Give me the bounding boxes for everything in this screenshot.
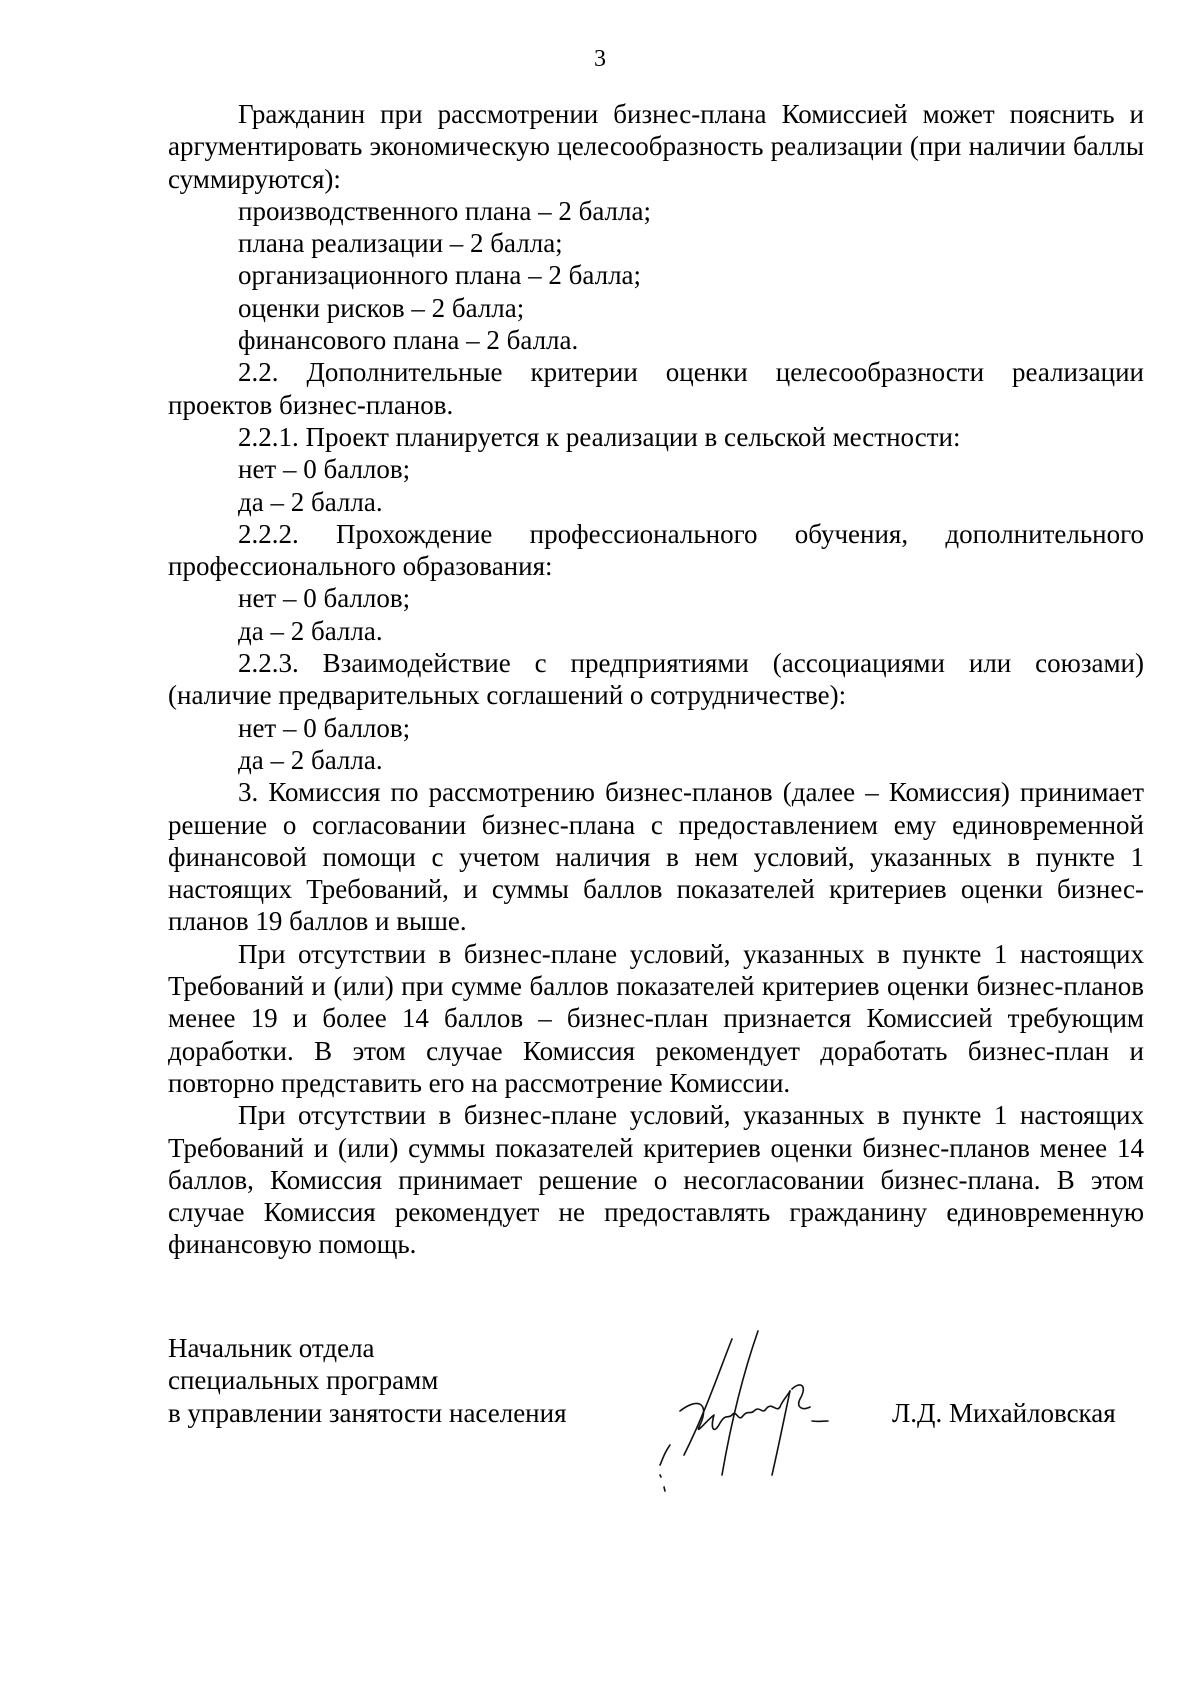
list-item: организационного плана – 2 балла; [238, 260, 642, 291]
page-number: 3 [594, 46, 606, 72]
signatory-name: Л.Д. Михайловская [892, 1398, 1116, 1428]
list-item: плана реализации – 2 балла; [238, 228, 563, 259]
list-item: финансового плана – 2 балла. [238, 325, 579, 356]
list-item: нет – 0 баллов; [238, 583, 411, 614]
section-2-2-1: 2.2.1. Проект планируется к реализации в сельской местности: [238, 421, 961, 452]
list-item: нет – 0 баллов; [238, 454, 411, 485]
signatory-title-line: Начальник отдела [168, 1333, 375, 1363]
signatory-title [168, 1332, 567, 1429]
document-body [168, 98, 1144, 1261]
section-2-2-3: 2.2.3. Взаимодействие с предприятиями (ассоциациями или союзами) (наличие предварительных соглашений о сотрудничестве): [168, 648, 1144, 711]
section-2-2-2: 2.2.2. Прохождение профессионального обучения, дополнительного профессионального образования: [168, 518, 1144, 582]
list-item: да – 2 балла. [238, 615, 383, 646]
list-item: нет – 0 баллов; [238, 712, 411, 743]
list-item: оценки рисков – 2 балла; [238, 292, 525, 323]
list-item: производственного плана – 2 балла; [238, 195, 651, 226]
signatory-title-line: специальных программ [168, 1365, 439, 1396]
list-item: да – 2 балла. [238, 744, 383, 775]
section-3: 3. Комиссия по рассмотрению бизнес-планов (далее – Комиссия) принимает решение о согласовании бизнес-плана с предоставлением ему единовременной финансовой помощи с учетом наличия в нем условий, указанных в пункте 1 настоящих Требований, и суммы баллов показателей критериев оценки бизнес-планов 19 баллов и выше. [168, 777, 1144, 937]
section-2-2-heading: 2.2. Дополнительные критерии оценки целесообразности реализации проектов бизнес-планов. [168, 357, 1144, 420]
signatory-title-line: в управлении занятости населения [168, 1397, 567, 1428]
handwritten-signature [640, 1325, 880, 1505]
list-item: да – 2 балла. [238, 486, 383, 517]
paragraph-revision: При отсутствии в бизнес-плане условий, указанных в пункте 1 настоящих Требований и (или) при сумме баллов показателей критериев оценки бизнес-планов менее 19 и более 14 баллов – бизнес-план признается Комиссией требующим доработки. В этом случае Комиссия рекомендует доработать бизнес-план и повторно представить его на рассмотрение Комиссии. [168, 938, 1144, 1098]
paragraph-rejection: При отсутствии в бизнес-плане условий, указанных в пункте 1 настоящих Требований и (или) суммы показателей критериев оценки бизнес-планов менее 14 баллов, Комиссия принимает решение о несогласовании бизнес-плана. В этом случае Комиссия рекомендует не предоставлять гражданину единовременную финансовую помощь. [168, 1100, 1144, 1260]
paragraph-intro: Гражданин при рассмотрении бизнес-плана Комиссией может пояснить и аргументировать экономическую целесообразность реализации (при наличии баллы суммируются): [168, 99, 1144, 194]
